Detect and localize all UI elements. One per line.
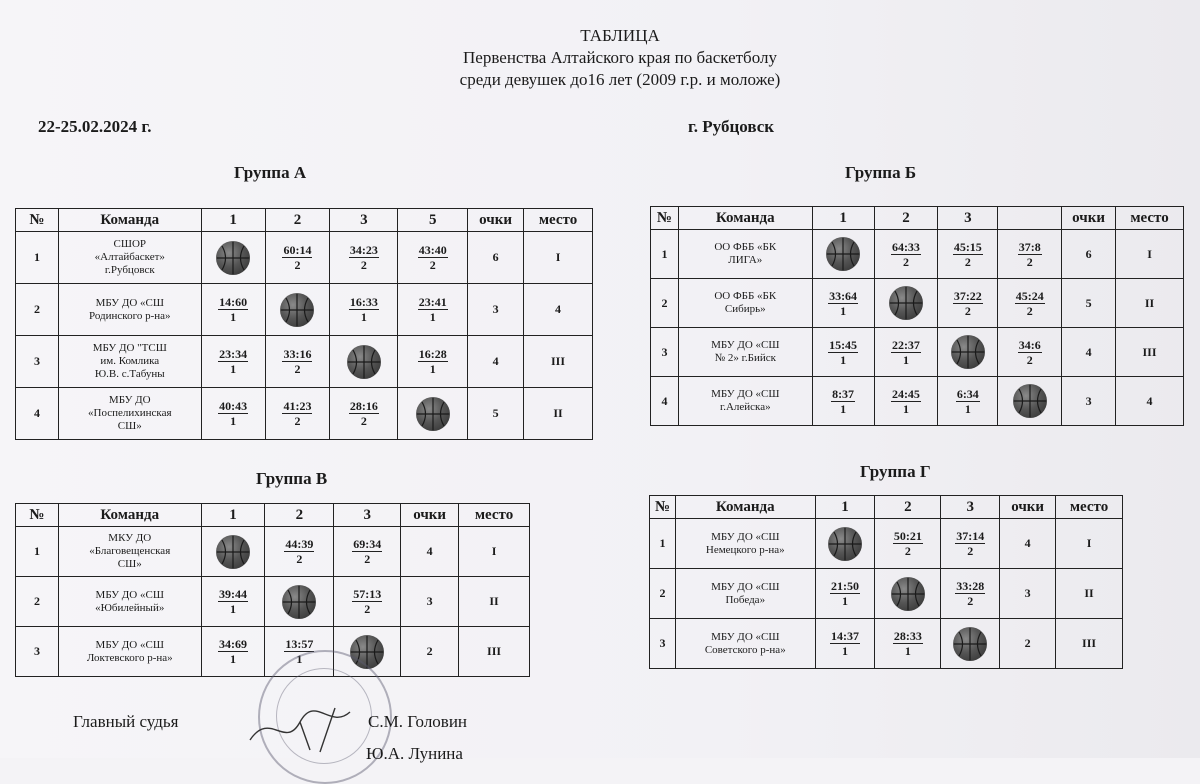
column-header: место <box>1116 207 1184 230</box>
match-result-cell <box>815 569 875 619</box>
match-score: 8:37 <box>832 386 855 401</box>
match-points: 1 <box>840 303 847 318</box>
basketball-icon <box>347 345 381 379</box>
match-result-cell <box>812 377 874 426</box>
match-points: 1 <box>230 652 237 666</box>
doc-title: ТАБЛИЦА <box>580 26 660 45</box>
match-score: 28:33 <box>893 629 922 643</box>
self-match-cell <box>875 569 941 619</box>
basketball-icon <box>891 577 925 611</box>
team-points: 4 <box>401 527 459 577</box>
group-g-table <box>649 495 1123 669</box>
match-points: 1 <box>230 414 237 428</box>
table-header-row <box>16 504 530 527</box>
match-score: 16:28 <box>418 347 447 361</box>
match-score: 33:16 <box>283 347 312 361</box>
row-number: 3 <box>16 336 59 388</box>
team-name-line: «Юбилейный» <box>95 601 165 614</box>
column-header: место <box>459 504 530 527</box>
team-place: II <box>1056 569 1123 619</box>
team-name <box>675 569 815 619</box>
match-points: 1 <box>429 310 436 324</box>
self-match-cell <box>398 388 468 440</box>
match-score: 50:21 <box>893 529 922 543</box>
match-points: 2 <box>360 414 367 428</box>
match-score: 33:28 <box>956 579 985 593</box>
table-header-row <box>16 209 593 232</box>
team-points: 3 <box>1000 569 1056 619</box>
table-row <box>650 519 1123 569</box>
column-header: место <box>1056 496 1123 519</box>
match-score: 44:39 <box>285 537 314 551</box>
row-number: 4 <box>16 388 59 440</box>
team-name-line: Ю.В. с.Табуны <box>94 368 165 380</box>
team-place: I <box>524 232 593 284</box>
row-number: 4 <box>651 377 679 426</box>
team-name-line: «Алтайбаскет» <box>94 251 165 263</box>
match-score: 37:22 <box>953 288 982 303</box>
match-result-cell <box>265 232 330 284</box>
chief-judge-label: Главный судья <box>73 712 179 731</box>
team-name-line: Родинского р-на» <box>89 309 171 322</box>
match-result-cell <box>398 284 468 336</box>
match-points: 1 <box>842 594 849 608</box>
basketball-icon <box>951 335 985 369</box>
signature-mark <box>240 700 390 758</box>
match-result-cell <box>334 577 401 627</box>
self-match-cell <box>874 279 938 328</box>
team-name-line: СШ» <box>117 420 142 432</box>
match-result-cell <box>265 336 330 388</box>
team-name <box>675 619 815 669</box>
column-header: очки <box>401 504 459 527</box>
basketball-icon <box>216 241 250 275</box>
column-header: № <box>651 207 679 230</box>
group-v-title: Группа В <box>256 469 328 488</box>
group-a-title: Группа А <box>234 163 307 182</box>
team-name-line: ОО ФББ «БК <box>714 241 777 253</box>
team-name <box>58 388 201 440</box>
team-name-line: МКУ ДО <box>108 532 152 544</box>
team-points: 3 <box>1062 377 1116 426</box>
match-result-cell <box>998 230 1062 279</box>
team-name-line: МБУ ДО «СШ <box>711 530 780 543</box>
self-match-cell <box>941 619 1000 669</box>
column-header: 1 <box>815 496 875 519</box>
row-number: 2 <box>650 569 676 619</box>
table-row <box>16 336 593 388</box>
match-result-cell <box>330 284 398 336</box>
column-header: 1 <box>201 209 265 232</box>
match-points: 1 <box>230 602 237 616</box>
table-row <box>16 388 593 440</box>
self-match-cell <box>815 519 875 569</box>
team-place: III <box>459 627 530 677</box>
team-name <box>678 377 812 426</box>
table-row <box>651 328 1184 377</box>
match-points: 2 <box>964 303 971 318</box>
team-name <box>678 328 812 377</box>
column-header: очки <box>1062 207 1116 230</box>
match-points: 1 <box>296 652 303 666</box>
table-row <box>651 230 1184 279</box>
team-place: III <box>1116 328 1184 377</box>
match-points: 1 <box>230 362 237 376</box>
match-result-cell <box>812 328 874 377</box>
group-b-table <box>650 206 1184 426</box>
match-score: 37:8 <box>1018 239 1041 254</box>
match-score: 69:34 <box>353 537 382 551</box>
team-name-line: МБУ ДО «СШ <box>95 296 164 309</box>
team-points: 6 <box>468 232 524 284</box>
column-header: 2 <box>265 504 334 527</box>
table-row <box>16 232 593 284</box>
match-score: 37:14 <box>956 529 985 543</box>
match-result-cell <box>938 230 998 279</box>
match-points: 1 <box>902 352 909 367</box>
self-match-cell <box>265 577 334 627</box>
team-points: 4 <box>1000 519 1056 569</box>
team-name-line: Советского р-на» <box>704 643 786 656</box>
self-match-cell <box>201 527 265 577</box>
team-place: I <box>1056 519 1123 569</box>
match-score: 45:24 <box>1015 288 1044 303</box>
team-name-line: МБУ ДО «СШ <box>711 388 780 400</box>
match-score: 6:34 <box>956 386 979 401</box>
team-name-line: ОО ФББ «БК <box>714 290 777 302</box>
match-points: 2 <box>364 602 371 616</box>
team-place: I <box>459 527 530 577</box>
column-header: 1 <box>812 207 874 230</box>
table-row <box>16 284 593 336</box>
match-score: 34:69 <box>219 637 248 651</box>
secretary-name: Ю.А. Лунина <box>366 744 463 763</box>
team-name-line: МБУ ДО «СШ <box>711 630 780 643</box>
self-match-cell <box>201 232 265 284</box>
match-points: 2 <box>904 544 911 558</box>
row-number: 1 <box>651 230 679 279</box>
table-row <box>650 569 1123 619</box>
event-city: г. Рубцовск <box>688 117 775 136</box>
self-match-cell <box>265 284 330 336</box>
team-name-line: СШОР <box>113 238 147 250</box>
match-result-cell <box>812 279 874 328</box>
team-name-line: ЛИГА» <box>728 254 763 266</box>
match-points: 2 <box>1026 303 1033 318</box>
table-row <box>16 577 530 627</box>
basketball-icon <box>282 585 316 619</box>
match-result-cell <box>874 377 938 426</box>
match-result-cell <box>330 232 398 284</box>
group-v-table <box>15 503 530 677</box>
basketball-icon <box>953 627 987 661</box>
match-result-cell <box>201 388 265 440</box>
match-result-cell <box>874 230 938 279</box>
match-points: 1 <box>840 352 847 367</box>
event-date: 22-25.02.2024 г. <box>38 117 152 136</box>
column-header: 2 <box>265 209 330 232</box>
match-points: 2 <box>294 258 301 272</box>
match-points: 2 <box>294 362 301 376</box>
column-header: Команда <box>675 496 815 519</box>
team-name <box>58 577 201 627</box>
match-score: 60:14 <box>283 243 312 257</box>
basketball-icon <box>216 535 250 569</box>
match-score: 41:23 <box>283 399 312 413</box>
match-score: 57:13 <box>353 587 382 601</box>
table-header-row <box>651 207 1184 230</box>
match-points: 1 <box>842 644 849 658</box>
column-header: 3 <box>938 207 998 230</box>
match-result-cell <box>201 284 265 336</box>
match-score: 22:37 <box>891 337 920 352</box>
match-points: 2 <box>429 258 436 272</box>
table-row <box>16 627 530 677</box>
group-g-title: Группа Г <box>860 462 931 481</box>
team-name-line: № 2» г.Бийск <box>714 352 776 364</box>
match-result-cell <box>998 328 1062 377</box>
team-name-line: МБУ ДО «СШ <box>711 580 780 593</box>
basketball-icon <box>1013 384 1047 418</box>
table-row <box>651 279 1184 328</box>
team-name-line: Локтевского р-на» <box>86 651 173 664</box>
team-place: 4 <box>1116 377 1184 426</box>
match-result-cell <box>398 336 468 388</box>
team-name <box>678 230 812 279</box>
column-header: № <box>16 209 59 232</box>
team-points: 4 <box>468 336 524 388</box>
match-result-cell <box>998 279 1062 328</box>
match-result-cell <box>334 527 401 577</box>
chief-judge-name: С.М. Головин <box>368 712 468 731</box>
match-result-cell <box>330 388 398 440</box>
column-header: № <box>650 496 676 519</box>
team-place: III <box>1056 619 1123 669</box>
match-result-cell <box>941 519 1000 569</box>
match-result-cell <box>941 569 1000 619</box>
match-score: 23:34 <box>219 347 248 361</box>
match-result-cell <box>265 527 334 577</box>
team-place: II <box>524 388 593 440</box>
team-name <box>675 519 815 569</box>
match-points: 2 <box>967 594 974 608</box>
table-header-row <box>650 496 1123 519</box>
basketball-icon <box>826 237 860 271</box>
match-result-cell <box>201 336 265 388</box>
row-number: 1 <box>650 519 676 569</box>
team-points: 2 <box>1000 619 1056 669</box>
match-result-cell <box>265 388 330 440</box>
team-name <box>58 232 201 284</box>
table-row <box>16 527 530 577</box>
team-place: II <box>1116 279 1184 328</box>
column-header: 5 <box>398 209 468 232</box>
match-points: 1 <box>840 401 847 416</box>
match-score: 16:33 <box>349 295 378 309</box>
row-number: 2 <box>16 577 59 627</box>
column-header: 3 <box>334 504 401 527</box>
self-match-cell <box>330 336 398 388</box>
match-points: 2 <box>360 258 367 272</box>
team-name <box>678 279 812 328</box>
column-header: 3 <box>941 496 1000 519</box>
column-header: Команда <box>58 504 201 527</box>
team-points: 2 <box>401 627 459 677</box>
match-result-cell <box>875 619 941 669</box>
column-header: 1 <box>201 504 265 527</box>
match-points: 2 <box>1026 352 1033 367</box>
match-points: 1 <box>904 644 911 658</box>
match-result-cell <box>815 619 875 669</box>
team-name <box>58 336 201 388</box>
match-score: 15:45 <box>829 337 858 352</box>
match-score: 34:23 <box>349 243 378 257</box>
row-number: 2 <box>16 284 59 336</box>
match-points: 1 <box>902 401 909 416</box>
doc-subtitle-2: среди девушек до16 лет (2009 г.р. и моложе) <box>459 70 781 89</box>
match-points: 2 <box>296 552 303 566</box>
team-place: 4 <box>524 284 593 336</box>
team-name-line: СШ» <box>117 558 142 570</box>
match-points: 2 <box>364 552 371 566</box>
self-match-cell <box>938 328 998 377</box>
row-number: 3 <box>650 619 676 669</box>
row-number: 1 <box>16 527 59 577</box>
column-header: очки <box>1000 496 1056 519</box>
column-header: 2 <box>874 207 938 230</box>
match-points: 2 <box>1026 254 1033 269</box>
row-number: 1 <box>16 232 59 284</box>
match-points: 1 <box>360 310 367 324</box>
team-points: 3 <box>401 577 459 627</box>
basketball-icon <box>416 397 450 431</box>
match-result-cell <box>875 519 941 569</box>
table-row <box>651 377 1184 426</box>
match-score: 39:44 <box>219 587 248 601</box>
column-header: 2 <box>875 496 941 519</box>
match-result-cell <box>398 232 468 284</box>
doc-subtitle: Первенства Алтайского края по баскетболу <box>463 48 777 67</box>
team-place: I <box>1116 230 1184 279</box>
match-score: 23:41 <box>418 295 447 309</box>
column-header: 3 <box>330 209 398 232</box>
team-name-line: «Поспелихинская <box>88 407 172 419</box>
team-name-line: МБУ ДО «СШ <box>95 638 164 651</box>
group-a-table <box>15 208 593 440</box>
team-name-line: Победа» <box>725 593 766 606</box>
team-name-line: г.Рубцовск <box>104 264 155 276</box>
match-score: 13:57 <box>285 637 314 651</box>
group-b-title: Группа Б <box>845 163 917 182</box>
basketball-icon <box>828 527 862 561</box>
team-points: 4 <box>1062 328 1116 377</box>
match-points: 2 <box>902 254 909 269</box>
column-header <box>998 207 1062 230</box>
match-result-cell <box>874 328 938 377</box>
match-points: 1 <box>230 310 237 324</box>
match-result-cell <box>201 627 265 677</box>
self-match-cell <box>812 230 874 279</box>
column-header: очки <box>468 209 524 232</box>
match-score: 21:50 <box>831 579 860 593</box>
basketball-icon <box>280 293 314 327</box>
team-name-line: г.Алейска» <box>719 401 771 413</box>
match-score: 24:45 <box>891 386 920 401</box>
basketball-icon <box>889 286 923 320</box>
team-name-line: им. Комлика <box>100 355 160 367</box>
row-number: 2 <box>651 279 679 328</box>
match-points: 2 <box>964 254 971 269</box>
team-name <box>58 627 201 677</box>
match-points: 1 <box>964 401 971 416</box>
match-score: 34:6 <box>1018 337 1041 352</box>
table-row <box>650 619 1123 669</box>
match-score: 40:43 <box>219 399 248 413</box>
team-name-line: «Благовещенская <box>89 545 171 557</box>
team-points: 5 <box>468 388 524 440</box>
team-name <box>58 527 201 577</box>
column-header: место <box>524 209 593 232</box>
match-points: 1 <box>429 362 436 376</box>
team-name-line: Сибирь» <box>724 303 766 315</box>
team-points: 6 <box>1062 230 1116 279</box>
match-score: 14:60 <box>219 295 248 309</box>
match-score: 33:64 <box>829 288 858 303</box>
match-score: 45:15 <box>953 239 982 254</box>
match-points: 2 <box>294 414 301 428</box>
team-place: II <box>459 577 530 627</box>
team-name <box>58 284 201 336</box>
match-result-cell <box>938 279 998 328</box>
column-header: Команда <box>58 209 201 232</box>
match-score: 14:37 <box>831 629 860 643</box>
row-number: 3 <box>16 627 59 677</box>
team-place: III <box>524 336 593 388</box>
match-score: 43:40 <box>418 243 447 257</box>
self-match-cell <box>998 377 1062 426</box>
column-header: № <box>16 504 59 527</box>
team-name-line: МБУ ДО «СШ <box>95 588 164 601</box>
team-name-line: МБУ ДО "ТСШ <box>92 342 167 354</box>
match-score: 28:16 <box>349 399 378 413</box>
team-name-line: МБУ ДО <box>108 394 151 406</box>
team-name-line: Немецкого р-на» <box>705 543 785 556</box>
row-number: 3 <box>651 328 679 377</box>
match-points: 2 <box>967 544 974 558</box>
column-header: Команда <box>678 207 812 230</box>
team-points: 5 <box>1062 279 1116 328</box>
team-points: 3 <box>468 284 524 336</box>
team-name-line: МБУ ДО «СШ <box>711 339 780 351</box>
match-result-cell <box>938 377 998 426</box>
match-result-cell <box>201 577 265 627</box>
match-score: 64:33 <box>891 239 920 254</box>
